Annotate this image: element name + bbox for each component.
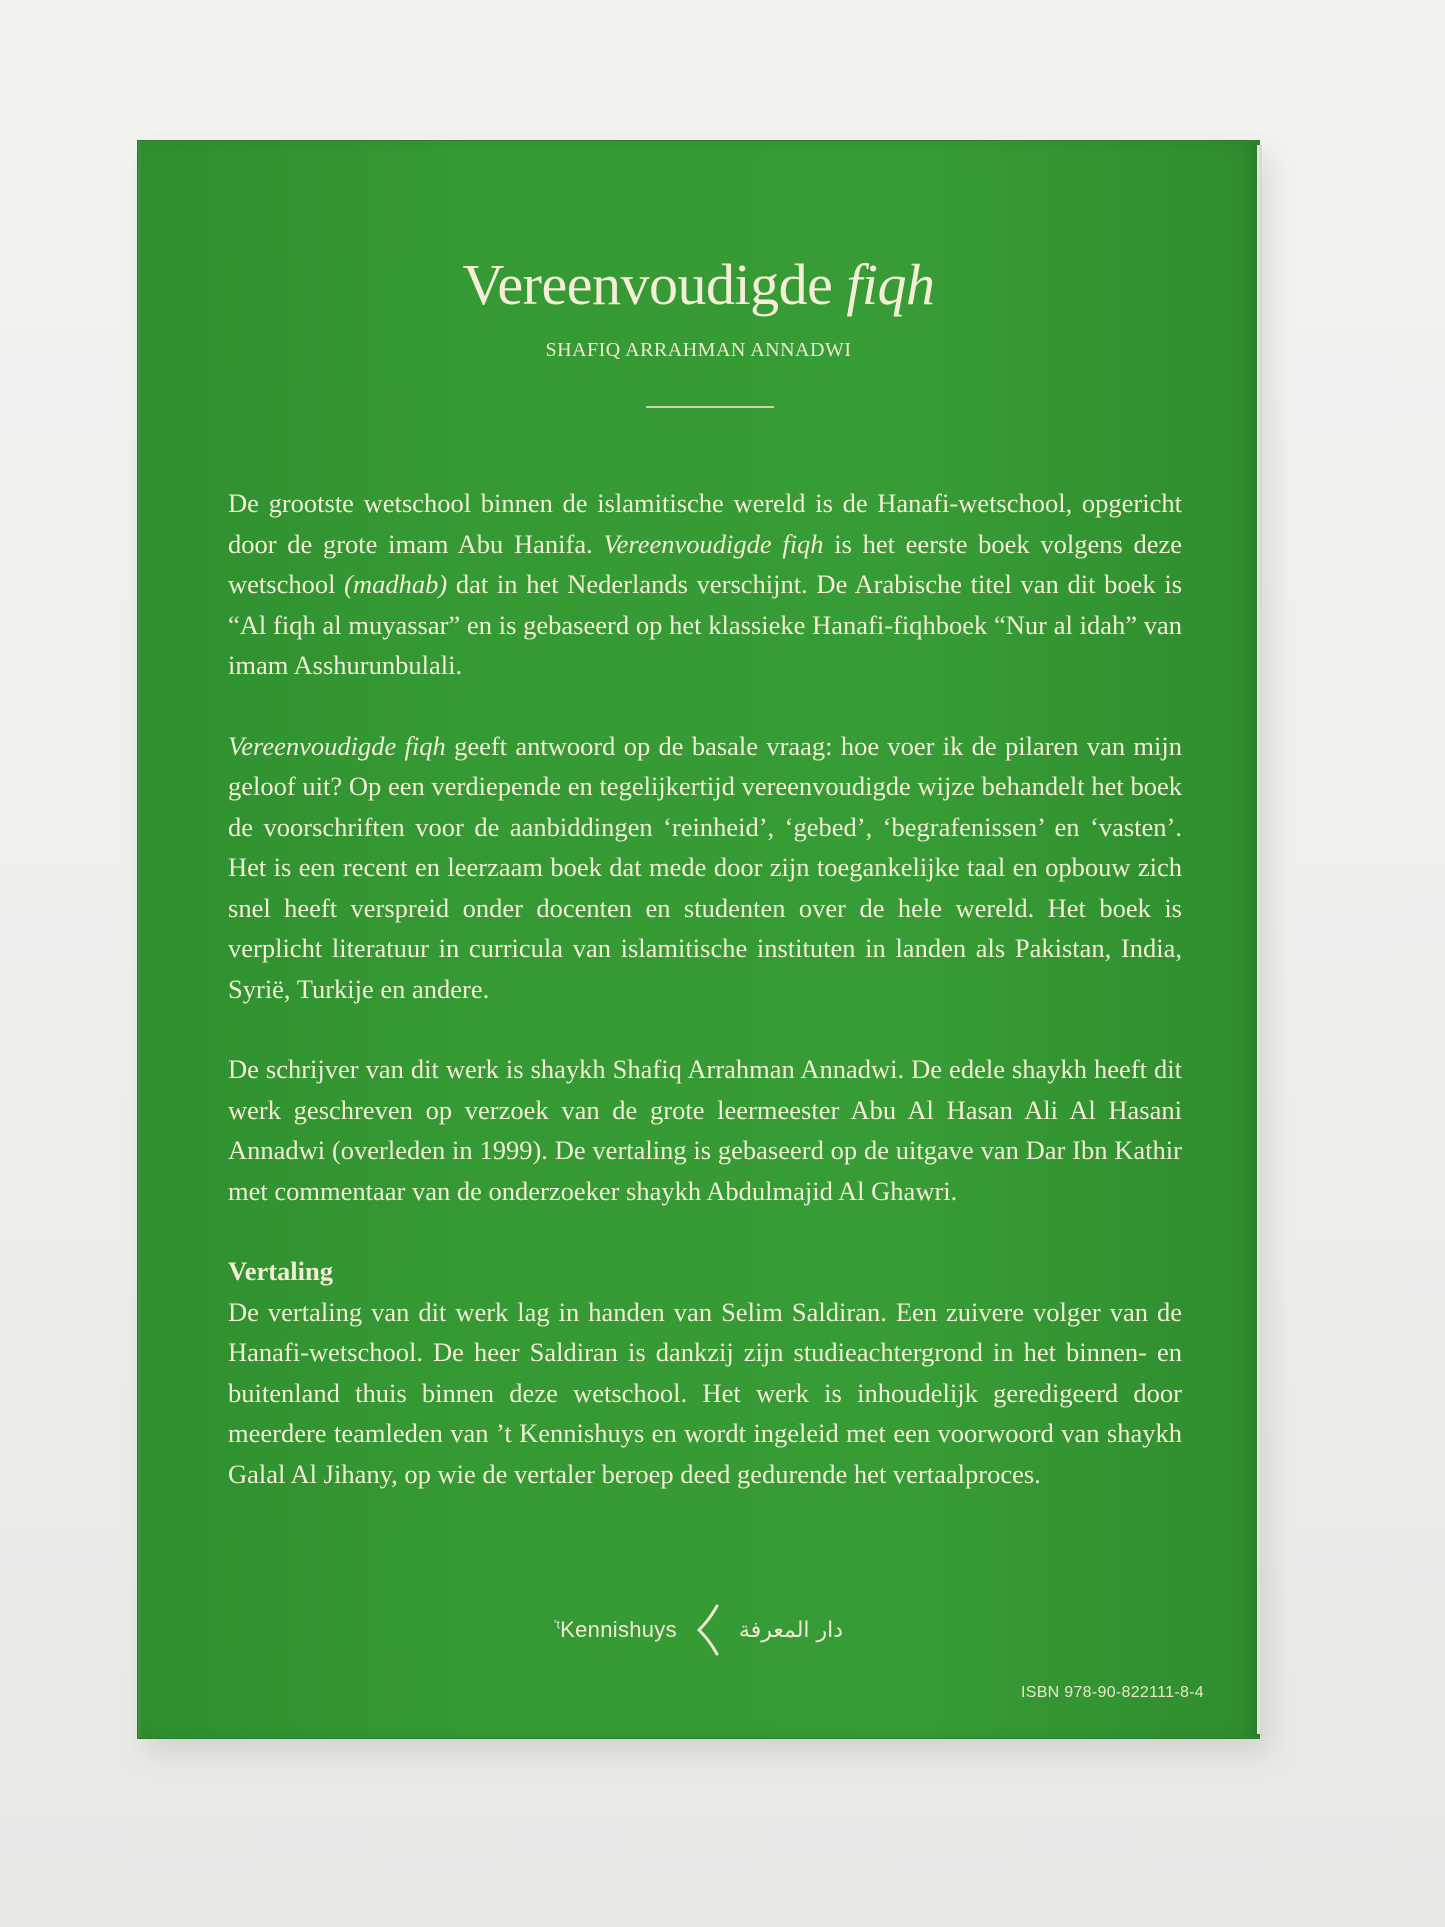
publisher-name: $^{'t}$Kennishuys (553, 1617, 677, 1642)
paragraph-author: De schrijver van dit werk is shaykh Shafiq Arrahman Annadwi. De edele shaykh heeft dit werk geschreven op verzoek van de grote leermeester Abu Al Hasan Ali Al Hasani Annadwi (overleden in 1999). De vertaling is gebaseerd op de uitgave van Dar Ibn Kathir met commentaar van de onderzoeker shaykh Abdulmajid Al Ghawri. (228, 1054, 1182, 1206)
paragraph-translation: De vertaling van dit werk lag in handen van Selim Saldiran. Een zuivere volger van de Hanafi-wetschool. De heer Saldiran is dankzij zijn studieachtergrond in het binnen- en buitenland thuis binnen deze wetschool. Het werk is inhoudelijk geredigeerd door meerdere teamleden van ’t Kennishuys en wordt ingeleid met een voorwoord van shaykh Galal Al Jihany, op wie de vertaler beroep deed gedurende het vertaalproces. (228, 1296, 1182, 1489)
title-main: Vereenvoudigde (462, 252, 833, 317)
heading-translation: Vertaling (228, 1256, 334, 1286)
paragraph-description: Vereenvoudigde fiqh geeft antwoord op de basale vraag: hoe voer ik de pilaren van mijn geloof uit? Op een verdiepende en tegelijkertijd vereenvoudigde wijze behandelt het boek de voorschriften voor de aanbiddingen ‘reinheid’, ‘gebed’, ‘begrafenissen’ en ‘vasten’. Het is een recent en leerzaam boek dat mede door zijn toegankelijke taal en opbouw zich snel heeft verspreid onder docenten en studenten over de hele wereld. Het boek is verplicht literatuur in curricula van islamitische instituten in landen als Pakistan, India, Syrië, Turkije en andere. (228, 730, 1182, 1004)
publisher-arabic-name: دار المعرفة (738, 1617, 844, 1643)
book-title (138, 251, 1259, 318)
divider (646, 406, 774, 408)
title-italic: fiqh (846, 252, 935, 317)
paragraph-intro: De grootste wetschool binnen de islamitische wereld is de Hanafi-wetschool, opgericht door de grote imam Abu Hanifa. Vereenvoudigde fiqh is het eerste boek volgens deze wetschool (madhab) dat in het Nederlands verschijnt. De Arabische titel van dit boek is “Al fiqh al muyassar” en is gebaseerd op het klassieke Hanafi-fiqhboek “Nur al idah” van imam Asshurunbulali. (228, 488, 1183, 680)
publisher-logo (138, 1600, 1259, 1660)
chevron-logo-icon (695, 1604, 721, 1656)
isbn-number: ISBN 978-90-822111-8-4 (1020, 1684, 1204, 1701)
blurb-text (228, 483, 1182, 1534)
author-name: SHAFIQ ARRAHMAN ANNADWI (545, 339, 852, 361)
page-edge (1257, 145, 1262, 1734)
book-back-cover (137, 140, 1260, 1739)
